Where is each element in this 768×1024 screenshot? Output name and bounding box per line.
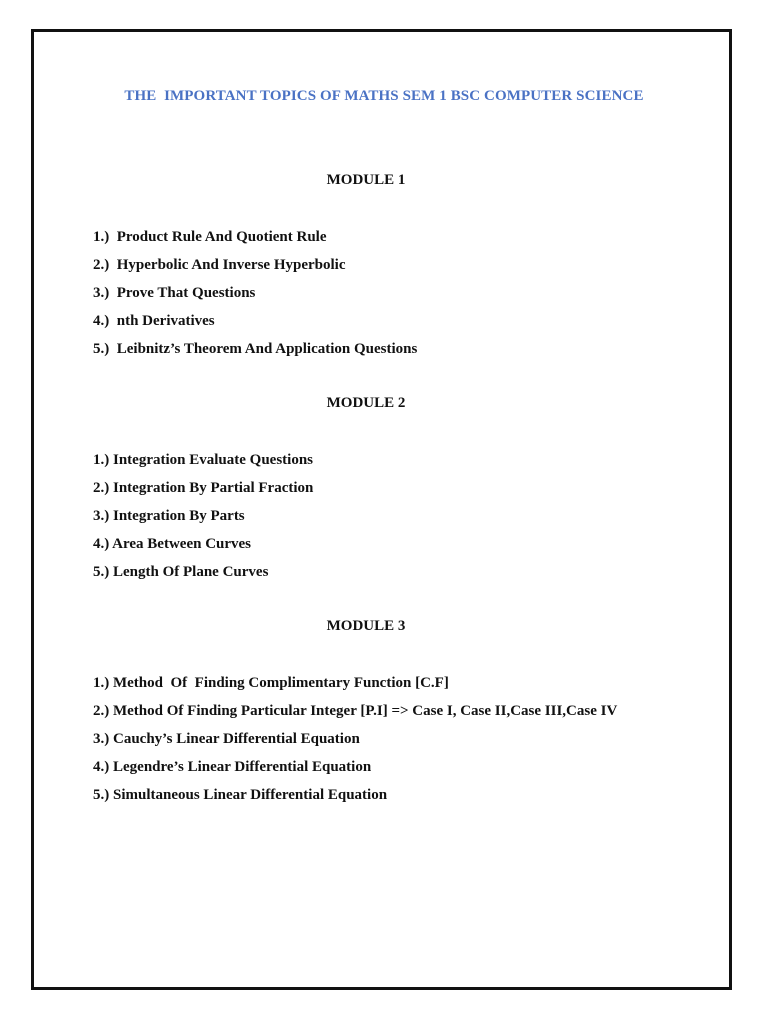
list-item: 3.) Prove That Questions [93, 285, 256, 301]
list-item: 2.) Method Of Finding Particular Integer [P.I] => Case I, Case II,Case III,Case IV [93, 703, 618, 719]
module-1-heading: MODULE 1 [326, 172, 406, 188]
list-item: 5.) Length Of Plane Curves [93, 564, 269, 580]
module-1-topic-list [93, 227, 417, 367]
list-item: 4.) Area Between Curves [93, 536, 252, 552]
list-item: 4.) Legendre’s Linear Differential Equation [93, 759, 372, 775]
module-2-topic-list [93, 450, 313, 590]
list-item: 2.) Integration By Partial Fraction [93, 480, 314, 496]
module-3-topic-list [93, 673, 617, 813]
module-3-heading: MODULE 3 [326, 618, 406, 634]
list-item: 1.) Integration Evaluate Questions [93, 452, 314, 468]
document-title: THE IMPORTANT TOPICS OF MATHS SEM 1 BSC COMPUTER SCIENCE [124, 88, 644, 104]
list-item: 3.) Integration By Parts [93, 508, 245, 524]
list-item: 3.) Cauchy’s Linear Differential Equation [93, 731, 360, 747]
list-item: 5.) Leibnitz’s Theorem And Application Questions [93, 341, 418, 357]
list-item: 5.) Simultaneous Linear Differential Equation [93, 787, 388, 803]
list-item: 1.) Product Rule And Quotient Rule [93, 229, 327, 245]
list-item: 1.) Method Of Finding Complimentary Function [C.F] [93, 675, 449, 691]
list-item: 4.) nth Derivatives [93, 313, 215, 329]
module-2-heading: MODULE 2 [326, 395, 406, 411]
list-item: 2.) Hyperbolic And Inverse Hyperbolic [93, 257, 346, 273]
